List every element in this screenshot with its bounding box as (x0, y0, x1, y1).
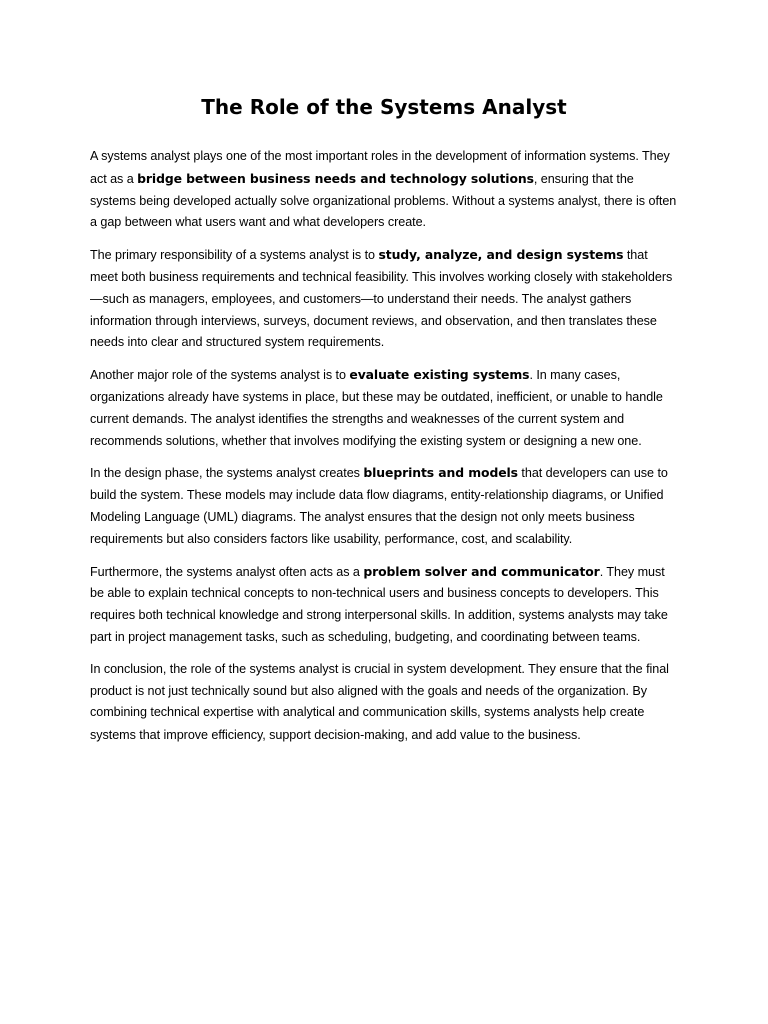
paragraph-emphasis: problem solver and communicator (363, 563, 600, 579)
paragraph-text-pre: The primary responsibility of a systems analyst is to (90, 248, 379, 263)
paragraph-text-post: that developers can use to build the system. These models may include data flow diagrams, entity-relationship diagrams, or Unified Modeling Language (UML) diagrams. The analyst ensures that the design not only meets business requirements but also considers factors like usability, performance, cost, and scalability. (90, 466, 668, 546)
paragraph-text-pre: Another major role of the systems analyst is to (90, 368, 350, 383)
paragraph-responsibility (90, 244, 678, 354)
paragraph-text-post: . They must be able to explain technical concepts to non-technical users and business concepts to developers. This requires both technical knowledge and strong interpersonal skills. In addition, systems analysts may take part in project management tasks, such as scheduling, budgeting, and coordinating between teams. (90, 564, 668, 644)
paragraph-text-post: , ensuring that the systems being developed actually solve organizational problems. Without a systems analyst, there is often a gap between what users want and what developers create. (90, 171, 677, 230)
paragraph-text-pre: In the design phase, the systems analyst creates (90, 466, 364, 481)
paragraph-emphasis: evaluate existing systems (349, 367, 530, 383)
paragraph-evaluate (90, 364, 678, 452)
paragraph-text-pre: In conclusion, the role of the systems analyst is crucial in system development. They ensure that the final product is not just technically sound but also aligned with the goals and needs of the organization. By combining technical expertise with analytical and communication skills, systems analysts help create systems that improve efficiency, support decision-making, and add value to the business. (90, 661, 669, 743)
paragraph-emphasis: bridge between business needs and technology solutions (137, 170, 534, 186)
paragraph-emphasis: study, analyze, and design systems (378, 247, 624, 263)
paragraph-intro (90, 146, 678, 234)
paragraph-emphasis: blueprints and models (363, 465, 518, 481)
paragraph-design (90, 462, 678, 550)
paragraph-text-pre: A systems analyst plays one of the most important roles in the development of information systems. They act as a (90, 149, 670, 186)
paragraph-text-post: that meet both business requirements and technical feasibility. This involves working closely with stakeholders—such as managers, employees, and customers—to understand their needs. The analyst gathers information through interviews, surveys, document reviews, and observation, and then translates these needs into clear and structured system requirements. (90, 248, 673, 350)
paragraph-text-pre: Furthermore, the systems analyst often acts as a (90, 564, 364, 579)
document-title: The Role of the Systems Analyst (201, 95, 567, 119)
paragraph-communicator (90, 561, 678, 649)
paragraph-conclusion (90, 659, 678, 747)
paragraph-text-post: . In many cases, organizations already have systems in place, but these may be outdated, inefficient, or unable to handle current demands. The analyst identifies the strengths and weaknesses of the current system and recommends solutions, whether that involves modifying the existing system or designing a new one. (90, 368, 663, 448)
